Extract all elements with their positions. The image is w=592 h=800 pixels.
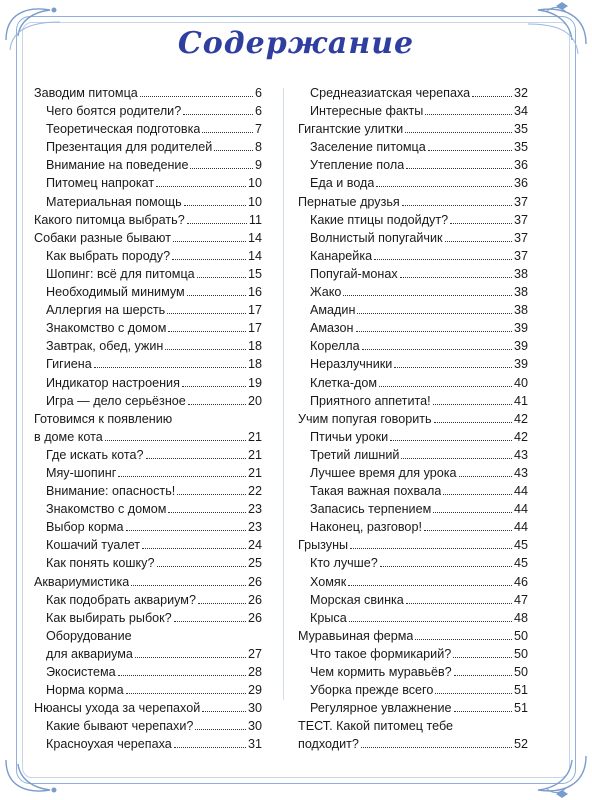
toc-entry-page: 51	[513, 683, 528, 698]
toc-entry-page: 46	[513, 574, 528, 589]
toc-entry	[34, 536, 262, 554]
toc-entry-page: 44	[513, 484, 528, 499]
toc-entry	[34, 283, 262, 301]
toc-entry	[298, 645, 528, 663]
toc-entry	[34, 627, 262, 645]
toc-entry-title: Выбор корма	[46, 520, 124, 535]
toc-entry-title: Крыса	[310, 610, 347, 625]
toc-entry-title: Наконец, разговор!	[310, 520, 422, 535]
toc-entry-page: 38	[513, 266, 528, 281]
toc-entry	[34, 120, 262, 138]
dot-leader	[202, 710, 246, 712]
toc-entry-title: подходит?	[298, 737, 359, 752]
toc-entry	[298, 536, 528, 554]
toc-entry	[34, 301, 262, 319]
dot-leader	[142, 547, 246, 549]
toc-entry-page: 26	[247, 592, 262, 607]
toc-entry-page: 35	[513, 122, 528, 137]
toc-entry-page: 30	[247, 701, 262, 716]
toc-entry-page: 38	[513, 285, 528, 300]
toc-entry-title: Материальная помощь	[46, 194, 182, 209]
toc-entry-page: 52	[513, 737, 528, 752]
dot-leader	[394, 366, 512, 368]
toc-entry-page: 23	[247, 502, 262, 517]
toc-entry-title: Аквариумистика	[34, 574, 130, 589]
toc-entry-title: Шопинг: всё для питомца	[46, 266, 195, 281]
toc-entry-title: Где искать кота?	[46, 447, 144, 462]
toc-entry-page: 8	[254, 140, 262, 155]
toc-entry-page: 16	[247, 285, 262, 300]
dot-leader	[379, 385, 512, 387]
toc-entry-title: Как подобрать аквариум?	[46, 592, 196, 607]
toc-entry-page: 28	[247, 665, 262, 679]
dot-leader	[187, 294, 246, 296]
toc-entry-title: Такая важная похвала	[310, 484, 442, 499]
toc-entry-page: 6	[254, 104, 262, 119]
dot-leader	[406, 167, 512, 169]
dot-leader	[424, 529, 512, 531]
dot-leader	[118, 674, 246, 676]
dot-leader	[198, 602, 246, 604]
toc-entry-page: 44	[513, 502, 528, 517]
toc-entry	[34, 609, 262, 627]
toc-entry	[34, 446, 262, 464]
toc-entry-page: 11	[248, 212, 262, 227]
toc-entry-title: Еда и вода	[310, 176, 375, 191]
toc-entry-title: Птичьи уроки	[310, 429, 389, 444]
toc-entry	[298, 355, 528, 373]
toc-entry-title: Попугай-монах	[310, 266, 398, 281]
dot-leader	[135, 656, 246, 658]
toc-entry-title: Гигантские улитки	[298, 122, 404, 137]
dot-leader	[183, 113, 253, 115]
dot-leader	[357, 312, 512, 314]
dot-leader	[174, 746, 246, 748]
dot-leader	[157, 565, 246, 567]
dot-leader	[453, 656, 512, 658]
dot-leader	[415, 638, 512, 640]
toc-entry	[34, 428, 262, 446]
toc-entry-title: Третий лишний	[310, 447, 400, 462]
toc-entry-page: 26	[247, 610, 262, 625]
toc-entry-page: 38	[513, 303, 528, 318]
toc-entry	[298, 500, 528, 518]
toc-entry-page: 31	[247, 737, 262, 752]
toc-entry-page: 44	[513, 520, 528, 535]
page-title: Содержание	[177, 26, 415, 61]
toc-entry-title: Чем кормить муравьёв?	[310, 665, 452, 679]
dot-leader	[126, 692, 246, 694]
toc-entry	[34, 138, 262, 156]
toc-entry-title: Морская свинка	[310, 592, 404, 607]
toc-entry	[34, 645, 262, 663]
toc-entry-page: 21	[247, 465, 262, 480]
toc-entry-title: Красноухая черепаха	[46, 737, 172, 752]
toc-entry-title: Мяу-шопинг	[46, 465, 117, 480]
toc-entry	[34, 573, 262, 591]
toc-entry-page: 18	[247, 357, 262, 372]
dot-leader	[187, 222, 247, 224]
dot-leader	[376, 185, 512, 187]
toc-entry	[34, 482, 262, 500]
toc-entry	[298, 392, 528, 410]
toc-entry	[34, 591, 262, 609]
toc-entry-page: 15	[247, 266, 262, 281]
toc-entry	[298, 84, 528, 102]
toc-entry-title: Индикатор настроения	[46, 375, 180, 390]
toc-entry-title: Уборка прежде всего	[310, 683, 434, 698]
toc-entry-title: Завтрак, обед, ужин	[46, 339, 164, 354]
dot-leader	[380, 565, 512, 567]
dot-leader	[195, 728, 246, 730]
toc-entry-title: Приятного аппетита!	[310, 393, 431, 408]
toc-entry-title: Амадин	[310, 303, 356, 318]
toc-entry-title: Волнистый попугайчик	[310, 230, 443, 245]
toc-entry-title: Клетка-дом	[310, 375, 378, 390]
toc-entry	[34, 102, 262, 120]
toc-entry	[34, 211, 262, 229]
dot-leader	[214, 149, 253, 151]
toc-entry-page: 40	[513, 375, 528, 390]
toc-entry-title: Теоретическая подготовка	[46, 122, 201, 137]
dot-leader	[165, 348, 246, 350]
toc-entry	[34, 681, 262, 699]
dot-leader	[168, 511, 246, 513]
dot-leader	[454, 710, 512, 712]
dot-leader	[401, 457, 512, 459]
toc-entry-page: 18	[247, 339, 262, 354]
toc-entry-title: Интересные факты	[310, 104, 424, 119]
dot-leader	[433, 511, 512, 513]
toc-entry	[34, 84, 262, 102]
toc-entry-page: 37	[513, 230, 528, 245]
column-divider	[283, 88, 284, 700]
toc-entry-title: Игра — дело серьёзное	[46, 393, 186, 408]
toc-entry-title: Презентация для родителей	[46, 140, 213, 155]
toc-entry	[34, 392, 262, 410]
toc-entry	[298, 319, 528, 337]
toc-entry	[298, 428, 528, 446]
toc-entry-title: Что такое формикарий?	[310, 646, 452, 661]
dot-leader	[94, 366, 246, 368]
toc-entry-page: 37	[513, 248, 528, 263]
dot-leader	[182, 385, 246, 387]
toc-entry	[298, 663, 528, 681]
toc-entry-page: 20	[247, 393, 262, 408]
toc-entry-page: 29	[247, 683, 262, 698]
toc-entry-title: Амазон	[310, 321, 354, 336]
toc-entry	[298, 681, 528, 699]
toc-entry	[34, 193, 262, 211]
toc-entry	[34, 735, 262, 753]
dot-leader	[140, 95, 253, 97]
toc-entry	[34, 464, 262, 482]
toc-entry-title: для аквариума	[46, 646, 133, 661]
toc-entry-page: 30	[247, 719, 262, 734]
dot-leader	[390, 439, 512, 441]
toc-entry-page: 21	[247, 429, 262, 444]
toc-entry-page: 36	[513, 176, 528, 191]
toc-entry-title: Аллергия на шерсть	[46, 303, 166, 318]
toc-entry	[298, 138, 528, 156]
toc-entry-page: 39	[513, 321, 528, 336]
toc-entry-title: Лучшее время для урока	[310, 465, 457, 480]
dot-leader	[126, 529, 246, 531]
toc-entry	[34, 663, 262, 681]
toc-entry	[298, 573, 528, 591]
dot-leader	[356, 330, 512, 332]
toc-entry	[298, 591, 528, 609]
dot-leader	[374, 258, 512, 260]
toc-entry	[298, 174, 528, 192]
toc-entry	[298, 211, 528, 229]
toc-entry-page: 27	[247, 646, 262, 661]
toc-entry-page: 9	[254, 158, 262, 173]
toc-entry-title: Как выбирать рыбок?	[46, 610, 172, 625]
toc-entry	[34, 174, 262, 192]
toc-entry-title: Питомец напрокат	[46, 176, 155, 191]
dot-leader	[361, 746, 512, 748]
toc-entry	[298, 627, 528, 645]
toc-entry-title: Оборудование	[46, 628, 132, 643]
toc-entry-page: 48	[513, 610, 528, 625]
toc-entry-page: 25	[247, 556, 262, 571]
toc-entry-page: 37	[513, 212, 528, 227]
toc-entry-page: 23	[247, 520, 262, 535]
toc-entry-title: Как выбрать породу?	[46, 248, 171, 263]
toc-entry-page: 42	[513, 429, 528, 444]
dot-leader	[428, 149, 512, 151]
toc-entry-title: Экосистема	[46, 665, 116, 679]
toc-entry-title: Знакомство с домом	[46, 321, 167, 336]
toc-entry-title: Гигиена	[46, 357, 92, 372]
dot-leader	[450, 222, 512, 224]
toc-entry	[298, 410, 528, 428]
toc-entry	[34, 265, 262, 283]
dot-leader	[146, 457, 246, 459]
toc-entry-title: Внимание: опасность!	[46, 484, 176, 499]
dot-leader	[167, 312, 246, 314]
toc-entry-page: 32	[513, 86, 528, 100]
dot-leader	[348, 584, 512, 586]
dot-leader	[435, 692, 512, 694]
toc-entry-title: Утепление пола	[310, 158, 405, 173]
toc-entry-title: Канарейка	[310, 248, 373, 263]
toc-entry-page: 41	[513, 393, 528, 408]
toc-entry-title: Кто лучше?	[310, 556, 378, 571]
toc-entry	[298, 464, 528, 482]
toc-entry-page: 17	[247, 321, 262, 336]
toc-entry	[298, 518, 528, 536]
toc-entry-title: Неразлучники	[310, 357, 393, 372]
toc-entry-title: Жако	[310, 285, 342, 300]
toc-entry	[298, 337, 528, 355]
toc-entry-title: Необходимый минимум	[46, 285, 185, 300]
toc-entry	[298, 156, 528, 174]
toc-entry-page: 7	[254, 122, 262, 137]
toc-entry	[298, 265, 528, 283]
dot-leader	[168, 330, 246, 332]
dot-leader	[105, 439, 246, 441]
dot-leader	[405, 131, 512, 133]
toc-entry	[298, 247, 528, 265]
dot-leader	[362, 348, 512, 350]
toc-entry-title: Собаки разные бывают	[34, 230, 171, 245]
dot-leader	[177, 493, 246, 495]
toc-entry	[34, 319, 262, 337]
dot-leader	[202, 131, 253, 133]
toc-entry-title: Заводим питомца	[34, 86, 138, 100]
toc-entry-title: Пернатые друзья	[298, 194, 400, 209]
toc-entry-title: Какие бывают черепахи?	[46, 719, 194, 734]
dot-leader	[156, 185, 246, 187]
dot-leader	[406, 602, 512, 604]
dot-leader	[472, 95, 512, 97]
toc-entry	[298, 699, 528, 717]
toc-entry-title: Корелла	[310, 339, 360, 354]
dot-leader	[190, 167, 253, 169]
dot-leader	[197, 276, 246, 278]
toc-entry-title: Внимание на поведение	[46, 158, 189, 173]
toc-entry	[34, 374, 262, 392]
dot-leader	[400, 276, 512, 278]
toc-entry	[34, 500, 262, 518]
dot-leader	[445, 240, 512, 242]
dot-leader	[131, 584, 246, 586]
toc-entry-title: Заселение питомца	[310, 140, 426, 155]
toc-entry-title: Муравьиная ферма	[298, 628, 414, 643]
dot-leader	[402, 204, 512, 206]
toc-entry-title: Нюансы ухода за черепахой	[34, 701, 201, 716]
toc-entry-title: ТЕСТ. Какой питомец тебе	[298, 719, 454, 734]
toc-entry-title: Готовимся к появлению	[34, 411, 173, 426]
toc-entry-title: Как понять кошку?	[46, 556, 155, 571]
toc-entry-title: Норма корма	[46, 683, 124, 698]
toc-entry-page: 14	[247, 248, 262, 263]
dot-leader	[343, 294, 512, 296]
toc-entry	[34, 229, 262, 247]
dot-leader	[188, 403, 246, 405]
toc-entry	[298, 609, 528, 627]
toc-entry	[34, 247, 262, 265]
toc-entry-page: 26	[247, 574, 262, 589]
toc-entry-title: в доме кота	[34, 429, 103, 444]
toc-entry-page: 45	[513, 538, 528, 553]
toc-entry-page: 36	[513, 158, 528, 173]
toc-entry-page: 10	[247, 194, 262, 209]
dot-leader	[425, 113, 512, 115]
dot-leader	[349, 620, 512, 622]
dot-leader	[454, 674, 512, 676]
toc-entry	[298, 717, 528, 735]
dot-leader	[118, 475, 246, 477]
toc-entry-title: Учим попугая говорить	[298, 411, 432, 426]
toc-entry-page: 6	[254, 86, 262, 100]
toc-entry-page: 50	[513, 646, 528, 661]
toc-entry-page: 17	[247, 303, 262, 318]
toc-entry-page: 24	[247, 538, 262, 553]
toc-entry-title: Запасись терпением	[310, 502, 432, 517]
toc-entry-page: 14	[247, 230, 262, 245]
dot-leader	[459, 475, 512, 477]
dot-leader	[184, 204, 246, 206]
dot-leader	[443, 493, 512, 495]
toc-entry-title: Какие птицы подойдут?	[310, 212, 449, 227]
toc-entry-title: Чего боятся родители?	[46, 104, 182, 119]
toc-entry-page: 45	[513, 556, 528, 571]
toc-entry	[34, 410, 262, 428]
toc-entry-title: Грызуны	[298, 538, 349, 553]
toc-entry	[298, 735, 528, 753]
toc-entry-title: Какого питомца выбрать?	[34, 212, 185, 227]
toc-entry-page: 43	[513, 465, 528, 480]
toc-entry-page: 50	[513, 665, 528, 679]
toc-entry-page: 34	[513, 104, 528, 119]
toc-entry	[298, 193, 528, 211]
toc-entry-page: 39	[513, 339, 528, 354]
toc-entry	[298, 301, 528, 319]
toc-entry-title: Регулярное увлажнение	[310, 701, 452, 716]
dot-leader	[172, 258, 246, 260]
toc-entry	[298, 120, 528, 138]
toc-entry	[298, 374, 528, 392]
toc-entry	[298, 482, 528, 500]
toc-entry	[298, 283, 528, 301]
toc-entry-title: Хомяк	[310, 574, 347, 589]
toc-left-column	[34, 84, 262, 753]
toc-entry	[298, 102, 528, 120]
toc-entry-page: 51	[513, 701, 528, 716]
toc-entry-page: 10	[247, 176, 262, 191]
toc-entry-page: 37	[513, 194, 528, 209]
toc-entry	[34, 717, 262, 735]
dot-leader	[434, 421, 512, 423]
toc-entry-page: 21	[247, 447, 262, 462]
toc-entry-page: 19	[247, 375, 262, 390]
toc-entry	[298, 554, 528, 572]
toc-entry-title: Среднеазиатская черепаха	[310, 86, 471, 100]
toc-entry	[34, 699, 262, 717]
toc-entry-page: 35	[513, 140, 528, 155]
toc-entry	[298, 446, 528, 464]
toc-entry	[34, 554, 262, 572]
toc-entry-page: 43	[513, 447, 528, 462]
toc-entry	[34, 156, 262, 174]
dot-leader	[433, 403, 512, 405]
toc-entry-title: Кошачий туалет	[46, 538, 141, 553]
toc-entry	[34, 518, 262, 536]
toc-entry	[298, 229, 528, 247]
toc-right-column	[298, 84, 528, 753]
toc-entry-page: 39	[513, 357, 528, 372]
toc-entry-title: Знакомство с домом	[46, 502, 167, 517]
toc-entry-page: 47	[513, 592, 528, 607]
dot-leader	[173, 240, 246, 242]
dot-leader	[174, 620, 246, 622]
toc-entry	[34, 355, 262, 373]
toc-entry-page: 22	[247, 484, 262, 499]
toc-entry	[34, 337, 262, 355]
toc-entry-page: 42	[513, 411, 528, 426]
toc-entry-page: 50	[513, 628, 528, 643]
dot-leader	[350, 547, 512, 549]
